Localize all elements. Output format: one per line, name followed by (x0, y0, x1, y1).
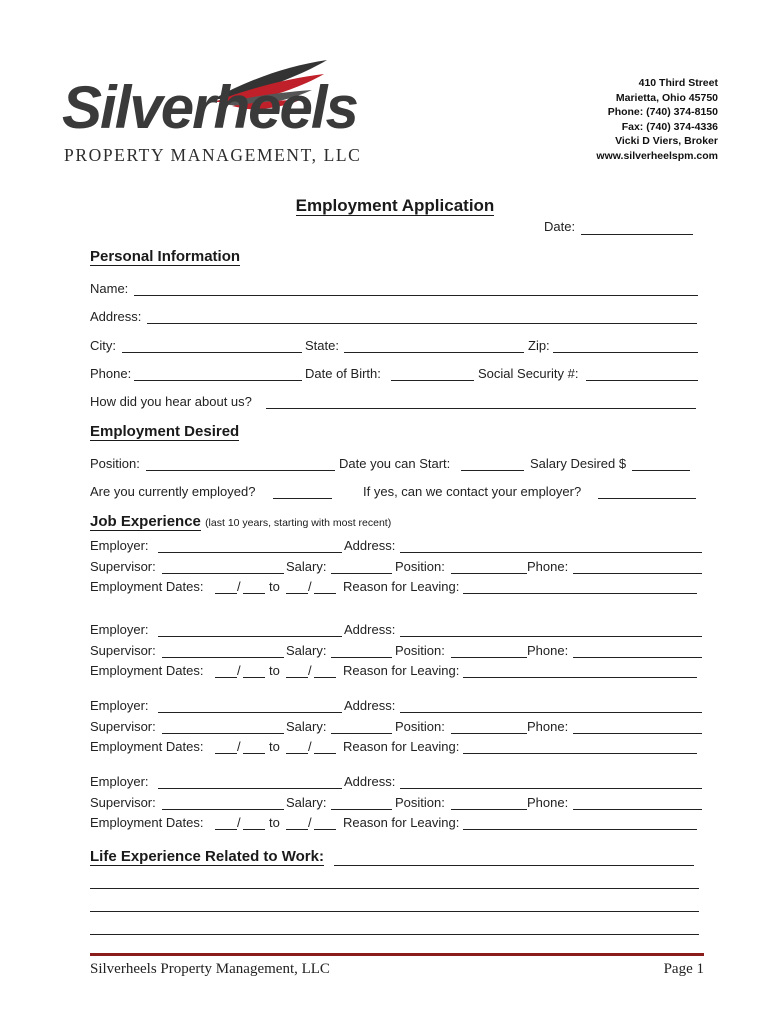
zip-label: Zip: (528, 338, 550, 353)
job1-dates-label: Employment Dates: (90, 579, 204, 594)
job4-address-label: Address: (344, 774, 396, 789)
job1-reason-field[interactable] (463, 593, 697, 594)
job1-salary-label: Salary: (286, 559, 327, 574)
job1-position-label: Position: (395, 559, 445, 574)
job1-start-year-field[interactable] (243, 593, 265, 594)
job2-supervisor-label: Supervisor: (90, 643, 156, 658)
job4-employer-field[interactable] (158, 788, 342, 789)
job2-end-slash: / (308, 663, 312, 678)
job-experience-note: (last 10 years, starting with most recent) (205, 517, 392, 529)
job1-supervisor-label: Supervisor: (90, 559, 156, 574)
job4-to-label: to (269, 815, 280, 830)
job1-start-month-field[interactable] (215, 593, 237, 594)
job1-position-field[interactable] (451, 573, 527, 574)
job4-reason-field[interactable] (463, 829, 697, 830)
job4-dates-label: Employment Dates: (90, 815, 204, 830)
job3-end-year-field[interactable] (314, 753, 336, 754)
job3-start-month-field[interactable] (215, 753, 237, 754)
job1-employer-field[interactable] (158, 552, 342, 553)
logo-subtitle: PROPERTY MANAGEMENT, LLC (64, 145, 362, 165)
job4-reason-label: Reason for Leaving: (343, 815, 460, 830)
job3-reason-field[interactable] (463, 753, 697, 754)
job2-end-year-field[interactable] (314, 677, 336, 678)
hear-field[interactable] (266, 408, 696, 409)
job3-address-field[interactable] (400, 712, 702, 713)
job1-address-field[interactable] (400, 552, 702, 553)
city-label: City: (90, 338, 116, 353)
job1-end-slash: / (308, 579, 312, 594)
contact-block (596, 76, 718, 163)
job3-to-label: to (269, 739, 280, 754)
job1-to-label: to (269, 579, 280, 594)
job-experience-heading: Job Experience (last 10 years, starting with most recent) (90, 513, 392, 530)
job1-address-label: Address: (344, 538, 396, 553)
job3-start-year-field[interactable] (243, 753, 265, 754)
ssn-field[interactable] (586, 380, 698, 381)
employed-label: Are you currently employed? (90, 484, 256, 499)
name-field[interactable] (134, 295, 698, 296)
job4-start-year-field[interactable] (243, 829, 265, 830)
job4-supervisor-label: Supervisor: (90, 795, 156, 810)
job4-phone-label: Phone: (527, 795, 569, 810)
state-label: State: (305, 338, 339, 353)
contact-street: 410 Third Street (638, 77, 718, 89)
job3-supervisor-field[interactable] (162, 733, 284, 734)
contact-employer-label: If yes, can we contact your employer? (363, 484, 582, 499)
job2-start-slash: / (237, 663, 241, 678)
job3-reason-label: Reason for Leaving: (343, 739, 460, 754)
life-experience-field-3[interactable] (90, 911, 699, 912)
job2-salary-label: Salary: (286, 643, 327, 658)
job1-supervisor-field[interactable] (162, 573, 284, 574)
job2-salary-field[interactable] (331, 657, 392, 658)
job4-position-label: Position: (395, 795, 445, 810)
state-field[interactable] (344, 352, 524, 353)
job1-salary-field[interactable] (331, 573, 392, 574)
life-experience-field-4[interactable] (90, 934, 699, 935)
phone-field[interactable] (134, 380, 302, 381)
job4-position-field[interactable] (451, 809, 527, 810)
contact-phone: Phone: (740) 374-8150 (607, 106, 718, 118)
job3-supervisor-label: Supervisor: (90, 719, 156, 734)
job3-salary-label: Salary: (286, 719, 327, 734)
job2-reason-label: Reason for Leaving: (343, 663, 460, 678)
hear-label: How did you hear about us? (90, 394, 252, 409)
job3-position-label: Position: (395, 719, 445, 734)
zip-field[interactable] (553, 352, 698, 353)
salary-desired-label: Salary Desired $ (530, 456, 627, 471)
address-label: Address: (90, 309, 142, 324)
position-field[interactable] (146, 470, 335, 471)
job2-start-month-field[interactable] (215, 677, 237, 678)
job2-phone-field[interactable] (573, 657, 702, 658)
contact-broker: Vicki D Viers, Broker (615, 135, 718, 147)
job4-end-month-field[interactable] (286, 829, 308, 830)
job2-address-label: Address: (344, 622, 396, 637)
job3-dates-label: Employment Dates: (90, 739, 204, 754)
job2-supervisor-field[interactable] (162, 657, 284, 658)
job2-to-label: to (269, 663, 280, 678)
employed-field[interactable] (273, 498, 332, 499)
position-label: Position: (90, 456, 140, 471)
contact-city: Marietta, Ohio 45750 (615, 91, 718, 104)
date-field[interactable] (581, 234, 693, 235)
job1-reason-label: Reason for Leaving: (343, 579, 460, 594)
job4-phone-field[interactable] (573, 809, 702, 810)
job2-position-field[interactable] (451, 657, 527, 658)
date-label: Date: (544, 219, 576, 234)
job1-end-year-field[interactable] (314, 593, 336, 594)
life-experience-field-1[interactable] (334, 865, 694, 866)
life-experience-heading: Life Experience Related to Work: (90, 848, 324, 865)
start-date-field[interactable] (461, 470, 524, 471)
job4-address-field[interactable] (400, 788, 702, 789)
logo-wordmark: Silverheels (62, 74, 357, 141)
dob-label: Date of Birth: (305, 366, 381, 381)
job4-end-year-field[interactable] (314, 829, 336, 830)
address-field[interactable] (147, 323, 697, 324)
job2-address-field[interactable] (400, 636, 702, 637)
job3-end-slash: / (308, 739, 312, 754)
footer-company: Silverheels Property Management, LLC (90, 961, 330, 977)
page-number: Page 1 (663, 961, 704, 977)
job1-phone-field[interactable] (573, 573, 702, 574)
job3-end-month-field[interactable] (286, 753, 308, 754)
job3-employer-label: Employer: (90, 698, 149, 713)
ssn-label: Social Security #: (478, 366, 579, 381)
footer-rule (90, 953, 704, 956)
contact-employer-field[interactable] (598, 498, 696, 499)
job2-end-month-field[interactable] (286, 677, 308, 678)
job3-address-label: Address: (344, 698, 396, 713)
name-label: Name: (90, 281, 129, 296)
contact-website[interactable]: www.silverheelspm.com (596, 149, 718, 162)
life-experience-field-2[interactable] (90, 888, 699, 889)
start-date-label: Date you can Start: (339, 456, 451, 471)
job4-end-slash: / (308, 815, 312, 830)
job3-start-slash: / (237, 739, 241, 754)
city-field[interactable] (122, 352, 302, 353)
job3-phone-label: Phone: (527, 719, 569, 734)
job4-supervisor-field[interactable] (162, 809, 284, 810)
job2-dates-label: Employment Dates: (90, 663, 204, 678)
job4-start-slash: / (237, 815, 241, 830)
job1-employer-label: Employer: (90, 538, 149, 553)
job3-employer-field[interactable] (158, 712, 342, 713)
job2-employer-field[interactable] (158, 636, 342, 637)
job2-employer-label: Employer: (90, 622, 149, 637)
job3-position-field[interactable] (451, 733, 527, 734)
dob-field[interactable] (391, 380, 474, 381)
salary-desired-field[interactable] (632, 470, 690, 471)
job1-phone-label: Phone: (527, 559, 569, 574)
phone-label: Phone: (90, 366, 132, 381)
job4-salary-label: Salary: (286, 795, 327, 810)
job4-start-month-field[interactable] (215, 829, 237, 830)
job3-salary-field[interactable] (331, 733, 392, 734)
job1-end-month-field[interactable] (286, 593, 308, 594)
contact-fax: Fax: (740) 374-4336 (621, 120, 718, 133)
job3-phone-field[interactable] (573, 733, 702, 734)
job2-phone-label: Phone: (527, 643, 569, 658)
job1-start-slash: / (237, 579, 241, 594)
job2-reason-field[interactable] (463, 677, 697, 678)
page-title: Employment Application (295, 196, 495, 215)
personal-info-heading: Personal Information (90, 248, 241, 265)
job4-employer-label: Employer: (90, 774, 149, 789)
job2-position-label: Position: (395, 643, 445, 658)
job4-salary-field[interactable] (331, 809, 392, 810)
job2-start-year-field[interactable] (243, 677, 265, 678)
employment-desired-heading: Employment Desired (90, 423, 240, 440)
